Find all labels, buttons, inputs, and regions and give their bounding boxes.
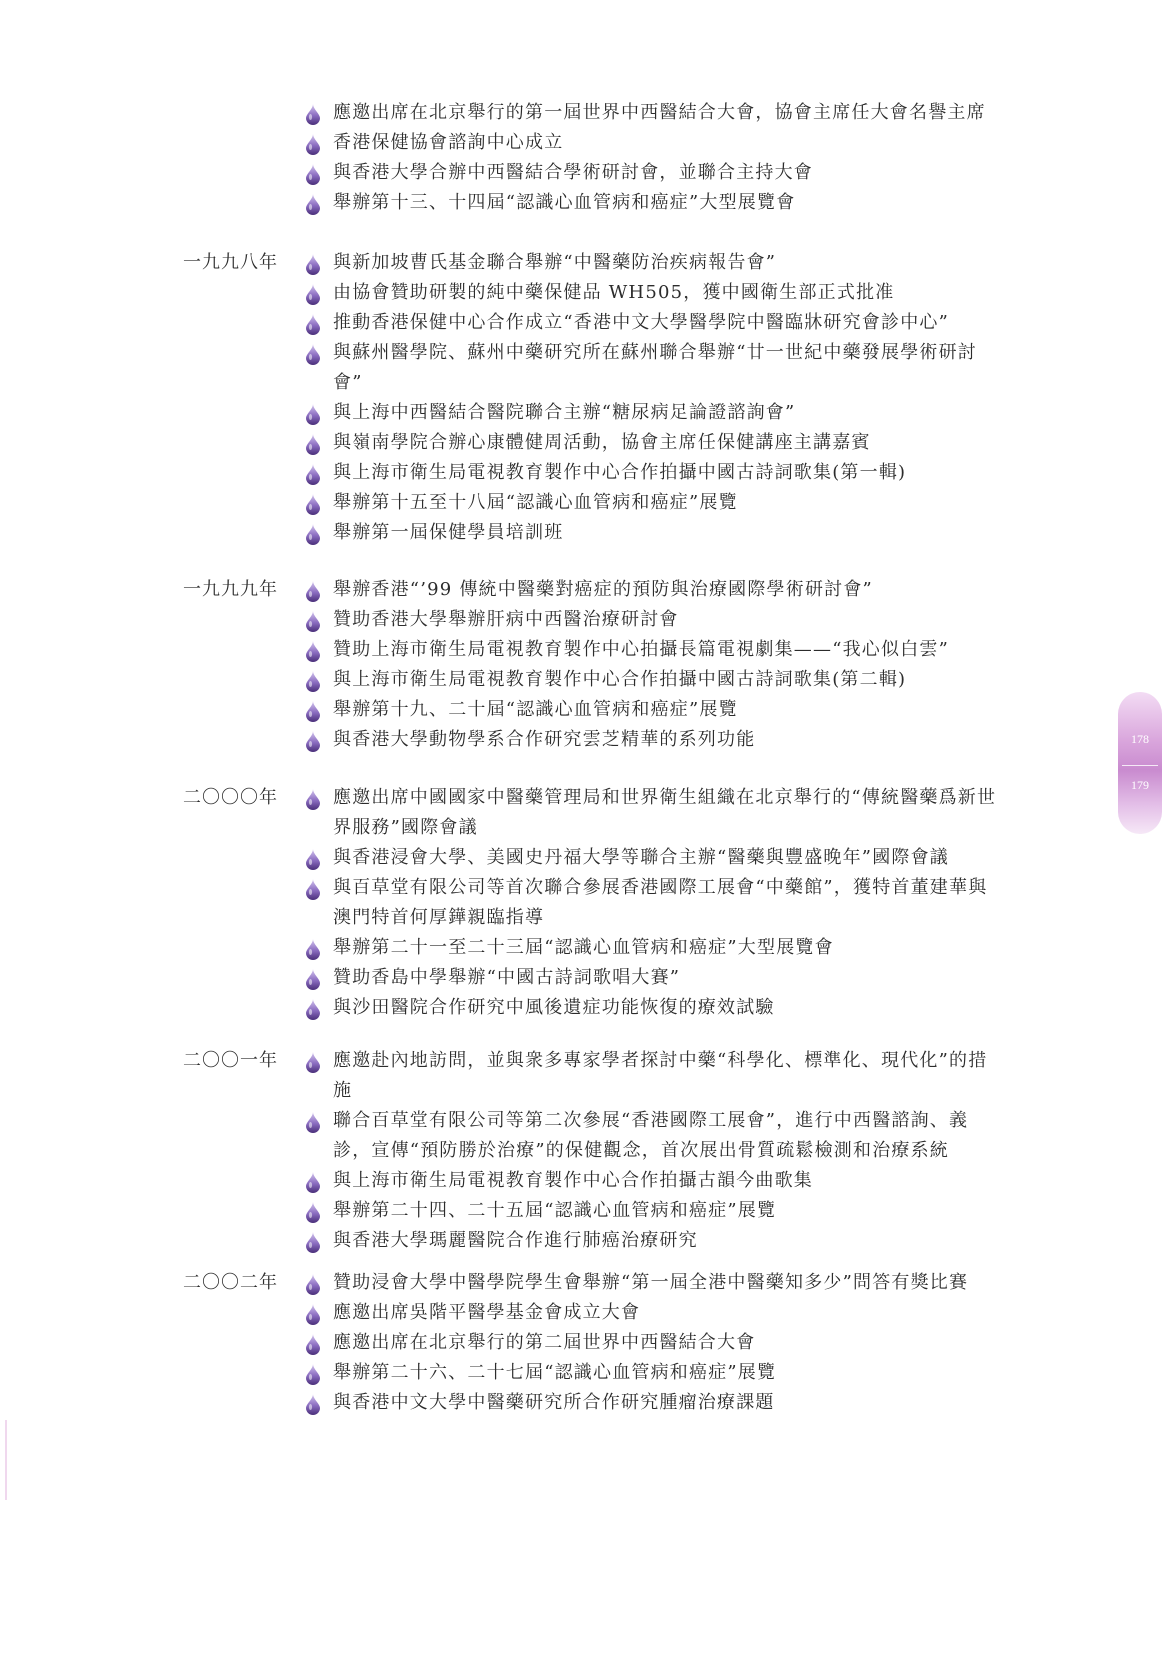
list-item bbox=[303, 1166, 1003, 1196]
event-text: 與沙田醫院合作研究中風後遺症功能恢復的療效試驗 bbox=[333, 997, 775, 1018]
purple-droplet-icon bbox=[304, 581, 322, 602]
list-item bbox=[303, 873, 1003, 933]
purple-droplet-icon bbox=[304, 1274, 322, 1295]
event-text: 舉辦第十五至十八屆“認識心血管病和癌症”展覽 bbox=[333, 492, 738, 513]
list-item bbox=[303, 725, 1003, 755]
page-number-divider bbox=[1122, 765, 1158, 766]
event-list bbox=[303, 98, 1003, 218]
list-item bbox=[303, 1226, 1003, 1256]
purple-droplet-icon bbox=[304, 969, 322, 990]
event-text: 舉辦第二十一至二十三屆“認識心血管病和癌症”大型展覽會 bbox=[333, 937, 834, 958]
purple-droplet-icon bbox=[304, 1232, 322, 1253]
purple-droplet-icon bbox=[304, 701, 322, 722]
purple-droplet-icon bbox=[304, 611, 322, 632]
event-list bbox=[303, 248, 1003, 548]
purple-droplet-icon bbox=[304, 1334, 322, 1355]
event-text: 與香港大學合辦中西醫結合學術研討會，並聯合主持大會 bbox=[333, 162, 813, 183]
purple-droplet-icon bbox=[304, 254, 322, 275]
list-item bbox=[303, 488, 1003, 518]
purple-droplet-icon bbox=[304, 849, 322, 870]
list-item bbox=[303, 458, 1003, 488]
list-item bbox=[303, 308, 1003, 338]
page-edge-mark bbox=[5, 1420, 7, 1500]
event-text: 舉辦第一屆保健學員培訓班 bbox=[333, 522, 564, 543]
purple-droplet-icon bbox=[304, 939, 322, 960]
event-text: 與百草堂有限公司等首次聯合參展香港國際工展會“中藥館”，獲特首董建華與澳門特首何厚鏵親臨指導 bbox=[333, 877, 988, 928]
event-list bbox=[303, 1046, 1003, 1256]
purple-droplet-icon bbox=[304, 524, 322, 545]
list-item bbox=[303, 248, 1003, 278]
purple-droplet-icon bbox=[304, 1394, 322, 1415]
event-text: 贊助上海市衛生局電視教育製作中心拍攝長篇電視劇集——“我心似白雲” bbox=[333, 639, 950, 660]
event-text: 聯合百草堂有限公司等第二次參展“香港國際工展會”，進行中西醫諮詢、義診，宣傳“預防勝於治療”的保健觀念，首次展出骨質疏鬆檢測和治療系統 bbox=[333, 1110, 969, 1161]
event-text: 與新加坡曹氏基金聯合舉辦“中醫藥防治疾病報告會” bbox=[333, 252, 777, 273]
list-item bbox=[303, 635, 1003, 665]
year-label: 二〇〇一年 bbox=[183, 1050, 278, 1071]
event-text: 贊助香港大學舉辦肝病中西醫治療研討會 bbox=[333, 609, 679, 630]
event-text: 舉辦第二十四、二十五屆“認識心血管病和癌症”展覽 bbox=[333, 1200, 777, 1221]
list-item bbox=[303, 993, 1003, 1023]
purple-droplet-icon bbox=[304, 164, 322, 185]
list-item bbox=[303, 1268, 1003, 1298]
list-item bbox=[303, 1328, 1003, 1358]
purple-droplet-icon bbox=[304, 999, 322, 1020]
list-item bbox=[303, 933, 1003, 963]
list-item bbox=[303, 1196, 1003, 1226]
event-text: 與上海市衛生局電視教育製作中心合作拍攝中國古詩詞歌集(第一輯) bbox=[333, 462, 907, 483]
list-item bbox=[303, 1046, 1003, 1106]
list-item bbox=[303, 398, 1003, 428]
event-text: 應邀出席在北京舉行的第二屆世界中西醫結合大會 bbox=[333, 1332, 756, 1353]
purple-droplet-icon bbox=[304, 671, 322, 692]
year-label: 二〇〇〇年 bbox=[183, 787, 278, 808]
list-item bbox=[303, 98, 1003, 128]
year-label: 一九九八年 bbox=[183, 252, 278, 273]
event-text: 應邀出席中國國家中醫藥管理局和世界衛生組織在北京舉行的“傳統醫藥爲新世界服務”國際會議 bbox=[333, 787, 997, 838]
list-item bbox=[303, 128, 1003, 158]
event-text: 與上海市衛生局電視教育製作中心合作拍攝中國古詩詞歌集(第二輯) bbox=[333, 669, 907, 690]
event-text: 舉辦第十九、二十屆“認識心血管病和癌症”展覽 bbox=[333, 699, 738, 720]
event-text: 香港保健協會諮詢中心成立 bbox=[333, 132, 564, 153]
event-text: 與上海中西醫結合醫院聯合主辦“糖尿病足論證諮詢會” bbox=[333, 402, 796, 423]
purple-droplet-icon bbox=[304, 494, 322, 515]
event-list bbox=[303, 783, 1003, 1023]
list-item bbox=[303, 1298, 1003, 1328]
purple-droplet-icon bbox=[304, 1364, 322, 1385]
page-number-tab bbox=[1118, 692, 1162, 834]
event-text: 應邀赴內地訪問，並與衆多專家學者探討中藥“科學化、標準化、現代化”的措施 bbox=[333, 1050, 988, 1101]
event-text: 與香港大學動物學系合作研究雲芝精華的系列功能 bbox=[333, 729, 756, 750]
event-text: 舉辦第二十六、二十七屆“認識心血管病和癌症”展覽 bbox=[333, 1362, 777, 1383]
event-text: 與上海市衛生局電視教育製作中心合作拍攝古韻今曲歌集 bbox=[333, 1170, 813, 1191]
purple-droplet-icon bbox=[304, 731, 322, 752]
list-item bbox=[303, 843, 1003, 873]
event-text: 與香港中文大學中醫藥研究所合作研究腫瘤治療課題 bbox=[333, 1392, 775, 1413]
list-item bbox=[303, 605, 1003, 635]
purple-droplet-icon bbox=[304, 1202, 322, 1223]
list-item bbox=[303, 278, 1003, 308]
year-label: 一九九九年 bbox=[183, 579, 278, 600]
purple-droplet-icon bbox=[304, 641, 322, 662]
purple-droplet-icon bbox=[304, 134, 322, 155]
list-item bbox=[303, 575, 1003, 605]
purple-droplet-icon bbox=[304, 434, 322, 455]
event-text: 與蘇州醫學院、蘇州中藥研究所在蘇州聯合舉辦“廿一世紀中藥發展學術研討會” bbox=[333, 342, 977, 393]
event-list bbox=[303, 575, 1003, 755]
event-text: 與香港浸會大學、美國史丹福大學等聯合主辦“醫藥與豐盛晚年”國際會議 bbox=[333, 847, 950, 868]
year-label: 二〇〇二年 bbox=[183, 1272, 278, 1293]
page-number-left: 178 bbox=[1131, 732, 1149, 746]
list-item bbox=[303, 1388, 1003, 1418]
list-item bbox=[303, 428, 1003, 458]
event-text: 與香港大學瑪麗醫院合作進行肺癌治療研究 bbox=[333, 1230, 698, 1251]
event-text: 應邀出席在北京舉行的第一屆世界中西醫結合大會，協會主席任大會名譽主席 bbox=[333, 102, 986, 123]
event-text: 與嶺南學院合辦心康體健周活動，協會主席任保健講座主講嘉賓 bbox=[333, 432, 871, 453]
list-item bbox=[303, 783, 1003, 843]
purple-droplet-icon bbox=[304, 194, 322, 215]
event-text: 舉辦香港“’99 傳統中醫藥對癌症的預防與治療國際學術研討會” bbox=[333, 579, 873, 600]
purple-droplet-icon bbox=[304, 344, 322, 365]
list-item bbox=[303, 1106, 1003, 1166]
event-text: 贊助浸會大學中醫學院學生會舉辦“第一屆全港中醫藥知多少”問答有獎比賽 bbox=[333, 1272, 969, 1293]
purple-droplet-icon bbox=[304, 104, 322, 125]
list-item bbox=[303, 188, 1003, 218]
list-item bbox=[303, 665, 1003, 695]
event-list bbox=[303, 1268, 1003, 1418]
list-item bbox=[303, 695, 1003, 725]
event-text: 由協會贊助研製的純中藥保健品 WH505，獲中國衛生部正式批准 bbox=[333, 282, 895, 303]
event-text: 應邀出席吳階平醫學基金會成立大會 bbox=[333, 1302, 641, 1323]
purple-droplet-icon bbox=[304, 789, 322, 810]
event-text: 推動香港保健中心合作成立“香港中文大學醫學院中醫臨牀研究會診中心” bbox=[333, 312, 950, 333]
purple-droplet-icon bbox=[304, 1112, 322, 1133]
list-item bbox=[303, 963, 1003, 993]
list-item bbox=[303, 1358, 1003, 1388]
purple-droplet-icon bbox=[304, 1052, 322, 1073]
list-item bbox=[303, 158, 1003, 188]
event-text: 贊助香島中學舉辦“中國古詩詞歌唱大賽” bbox=[333, 967, 681, 988]
purple-droplet-icon bbox=[304, 284, 322, 305]
event-text: 舉辦第十三、十四屆“認識心血管病和癌症”大型展覽會 bbox=[333, 192, 796, 213]
list-item bbox=[303, 338, 1003, 398]
purple-droplet-icon bbox=[304, 1172, 322, 1193]
page-number-right: 179 bbox=[1131, 778, 1149, 792]
purple-droplet-icon bbox=[304, 1304, 322, 1325]
purple-droplet-icon bbox=[304, 879, 322, 900]
purple-droplet-icon bbox=[304, 314, 322, 335]
list-item bbox=[303, 518, 1003, 548]
purple-droplet-icon bbox=[304, 404, 322, 425]
purple-droplet-icon bbox=[304, 464, 322, 485]
